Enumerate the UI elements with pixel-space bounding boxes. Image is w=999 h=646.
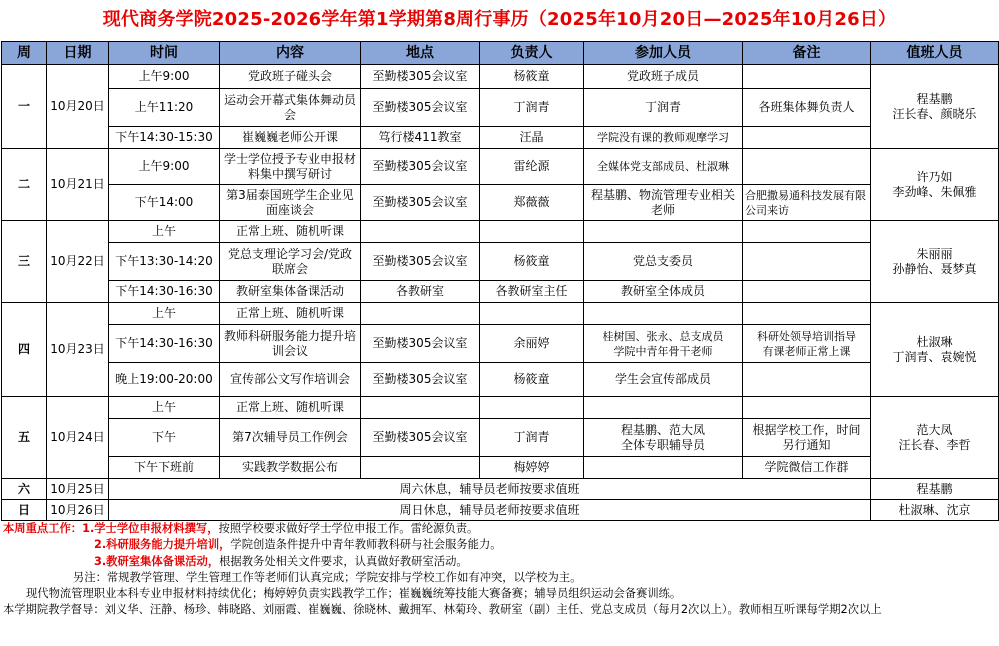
duty-cell: 许乃如 李劲峰、朱佩雅	[871, 149, 999, 221]
header-row	[2, 42, 999, 65]
header-date: 日期	[47, 42, 109, 65]
table-row	[2, 221, 999, 243]
key-work-2-title: 2.科研服务能力提升培训，	[94, 538, 231, 552]
key-work-1	[3, 521, 999, 537]
note-cell	[743, 127, 871, 149]
note-cell: 根据学校工作，时间 另行通知	[743, 419, 871, 457]
place-cell: 至勤楼305会议室	[361, 65, 480, 89]
lead-cell: 郑薇薇	[480, 185, 584, 221]
date-cell: 10月25日	[47, 479, 109, 500]
time-cell: 下午13:30-14:20	[109, 243, 220, 281]
attendees-cell: 学生会宣传部成员	[584, 363, 743, 397]
time-cell: 下午下班前	[109, 457, 220, 479]
content-cell: 教研室集体备课活动	[220, 281, 361, 303]
content-cell: 学士学位授予专业申报材料集中撰写研讨	[220, 149, 361, 185]
place-cell: 至勤楼305会议室	[361, 243, 480, 281]
content-cell: 党总支理论学习会/党政联席会	[220, 243, 361, 281]
table-row	[2, 500, 999, 521]
rest-note-cell: 周日休息，辅导员老师按要求值班	[109, 500, 871, 521]
key-work-2-text: 学院创造条件提升中青年教师教科研与社会服务能力。	[230, 538, 502, 552]
weekday-cell: 三	[2, 221, 47, 303]
place-cell	[361, 303, 480, 325]
content-cell: 教师科研服务能力提升培训会议	[220, 325, 361, 363]
header-week: 周	[2, 42, 47, 65]
date-cell: 10月20日	[47, 65, 109, 149]
attendees-cell: 党总支委员	[584, 243, 743, 281]
note-cell	[743, 363, 871, 397]
key-work-3-title: 3.教研室集体备课活动，	[94, 554, 220, 568]
duty-cell: 杜淑琳 丁润青、袁婉悦	[871, 303, 999, 397]
content-cell: 正常上班、随机听课	[220, 397, 361, 419]
table-row	[2, 363, 999, 397]
header-time: 时间	[109, 42, 220, 65]
lead-cell	[480, 397, 584, 419]
note-cell: 学院微信工作群	[743, 457, 871, 479]
header-lead: 负责人	[480, 42, 584, 65]
content-cell: 实践教学数据公布	[220, 457, 361, 479]
lead-cell: 汪晶	[480, 127, 584, 149]
table-row	[2, 149, 999, 185]
weekday-cell: 二	[2, 149, 47, 221]
place-cell: 至勤楼305会议室	[361, 419, 480, 457]
time-cell: 下午14:30-16:30	[109, 325, 220, 363]
attendees-cell: 桂树国、张永、总支成员 学院中青年骨干老师	[584, 325, 743, 363]
time-cell: 下午14:30-15:30	[109, 127, 220, 149]
attendees-cell: 教研室全体成员	[584, 281, 743, 303]
note-cell	[743, 281, 871, 303]
note-cell	[743, 221, 871, 243]
header-attendees: 参加人员	[584, 42, 743, 65]
attendees-cell	[584, 397, 743, 419]
table-row	[2, 397, 999, 419]
attendees-cell	[584, 303, 743, 325]
table-row	[2, 127, 999, 149]
header-content: 内容	[220, 42, 361, 65]
place-cell: 至勤楼305会议室	[361, 363, 480, 397]
table-row	[2, 65, 999, 89]
key-work-3-text: 根据教务处相关文件要求，认真做好教研室活动。	[219, 554, 468, 568]
key-work-1-text: 按照学校要求做好学士学位申报工作。雷纶源负责。	[218, 522, 479, 535]
duty-cell: 范大凤 汪长春、李哲	[871, 397, 999, 479]
time-cell: 下午14:00	[109, 185, 220, 221]
table-row	[2, 281, 999, 303]
header-note: 备注	[743, 42, 871, 65]
notes-section	[0, 521, 999, 619]
weekday-cell: 四	[2, 303, 47, 397]
rest-note-cell: 周六休息，辅导员老师按要求值班	[109, 479, 871, 500]
time-cell: 上午9:00	[109, 149, 220, 185]
time-cell: 晚上19:00-20:00	[109, 363, 220, 397]
lead-cell: 余丽婷	[480, 325, 584, 363]
content-cell: 正常上班、随机听课	[220, 303, 361, 325]
place-cell: 笃行楼411教室	[361, 127, 480, 149]
lead-cell: 雷纶源	[480, 149, 584, 185]
lead-cell: 丁润青	[480, 89, 584, 127]
table-row	[2, 303, 999, 325]
weekday-cell: 五	[2, 397, 47, 479]
time-cell: 下午14:30-16:30	[109, 281, 220, 303]
lead-cell: 梅婷婷	[480, 457, 584, 479]
place-cell	[361, 397, 480, 419]
weekday-cell: 一	[2, 65, 47, 149]
table-row	[2, 89, 999, 127]
key-work-3	[3, 554, 999, 570]
table-row	[2, 185, 999, 221]
attendees-cell	[584, 457, 743, 479]
table-row	[2, 479, 999, 500]
content-cell: 宣传部公文写作培训会	[220, 363, 361, 397]
other-note-2: 现代物流管理职业本科专业申报材料持续优化；梅婷婷负责实践教学工作；崔巍巍统筹技能大赛备赛；辅导员组织运动会备赛训练。	[26, 587, 682, 601]
place-cell	[361, 221, 480, 243]
content-cell: 第3届泰国班学生企业见面座谈会	[220, 185, 361, 221]
attendees-cell: 程基鹏、物流管理专业相关老师	[584, 185, 743, 221]
date-cell: 10月21日	[47, 149, 109, 221]
key-work-label: 本周重点工作：	[3, 522, 83, 535]
note-cell	[743, 149, 871, 185]
attendees-cell: 全媒体党支部成员、杜淑琳	[584, 149, 743, 185]
date-cell: 10月22日	[47, 221, 109, 303]
content-cell: 党政班子碰头会	[220, 65, 361, 89]
place-cell: 至勤楼305会议室	[361, 185, 480, 221]
note-cell: 各班集体舞负责人	[743, 89, 871, 127]
header-place: 地点	[361, 42, 480, 65]
duty-cell: 程基鹏	[871, 479, 999, 500]
supervisors-note: 本学期院教学督导：刘义华、汪静、杨珍、韩晓路、刘丽霞、崔巍巍、徐晓林、戴拥军、林菊玲、教研室（副）主任、党总支成员（每月2次以上）。教师相互听课每学期2次以上	[3, 603, 882, 617]
key-work-1-title: 1.学士学位申报材料撰写，	[82, 522, 219, 535]
content-cell: 崔巍巍老师公开课	[220, 127, 361, 149]
lead-cell: 各教研室主任	[480, 281, 584, 303]
time-cell: 上午	[109, 303, 220, 325]
content-cell: 运动会开幕式集体舞动员会	[220, 89, 361, 127]
lead-cell	[480, 221, 584, 243]
table-row	[2, 457, 999, 479]
weekday-cell: 日	[2, 500, 47, 521]
lead-cell: 杨筱童	[480, 363, 584, 397]
page-title: 现代商务学院2025-2026学年第1学期第8周行事历（2025年10月20日—2025年10月26日）	[102, 9, 897, 30]
attendees-cell: 程基鹏、范大凤 全体专职辅导员	[584, 419, 743, 457]
lead-cell	[480, 303, 584, 325]
content-cell: 正常上班、随机听课	[220, 221, 361, 243]
schedule-table	[1, 41, 999, 521]
table-row	[2, 243, 999, 281]
attendees-cell	[584, 221, 743, 243]
date-cell: 10月23日	[47, 303, 109, 397]
note-cell	[743, 65, 871, 89]
duty-cell: 杜淑琳、沈京	[871, 500, 999, 521]
time-cell: 上午9:00	[109, 65, 220, 89]
other-note-1: 另注：常规教学管理、学生管理工作等老师们认真完成；学院安排与学校工作如有冲突，以学校为主。	[73, 570, 582, 584]
time-cell: 下午	[109, 419, 220, 457]
note-cell	[743, 243, 871, 281]
note-cell	[743, 303, 871, 325]
duty-cell: 程基鹏 汪长春、颜晓乐	[871, 65, 999, 149]
place-cell: 至勤楼305会议室	[361, 89, 480, 127]
attendees-cell: 党政班子成员	[584, 65, 743, 89]
time-cell: 上午	[109, 397, 220, 419]
note-cell	[743, 397, 871, 419]
place-cell	[361, 457, 480, 479]
date-cell: 10月26日	[47, 500, 109, 521]
table-row	[2, 325, 999, 363]
place-cell: 至勤楼305会议室	[361, 149, 480, 185]
lead-cell: 杨筱童	[480, 243, 584, 281]
attendees-cell: 丁润青	[584, 89, 743, 127]
lead-cell: 丁润青	[480, 419, 584, 457]
table-row	[2, 419, 999, 457]
time-cell: 上午	[109, 221, 220, 243]
duty-cell: 朱丽丽 孙静怡、聂梦真	[871, 221, 999, 303]
attendees-cell: 学院没有课的教师观摩学习	[584, 127, 743, 149]
date-cell: 10月24日	[47, 397, 109, 479]
header-duty: 值班人员	[871, 42, 999, 65]
note-cell: 科研处领导培训指导 有课老师正常上课	[743, 325, 871, 363]
place-cell: 至勤楼305会议室	[361, 325, 480, 363]
lead-cell: 杨筱童	[480, 65, 584, 89]
place-cell: 各教研室	[361, 281, 480, 303]
weekday-cell: 六	[2, 479, 47, 500]
time-cell: 上午11:20	[109, 89, 220, 127]
note-cell: 合肥撒易通科技发展有限公司来访	[743, 185, 871, 221]
key-work-2	[3, 537, 999, 553]
content-cell: 第7次辅导员工作例会	[220, 419, 361, 457]
